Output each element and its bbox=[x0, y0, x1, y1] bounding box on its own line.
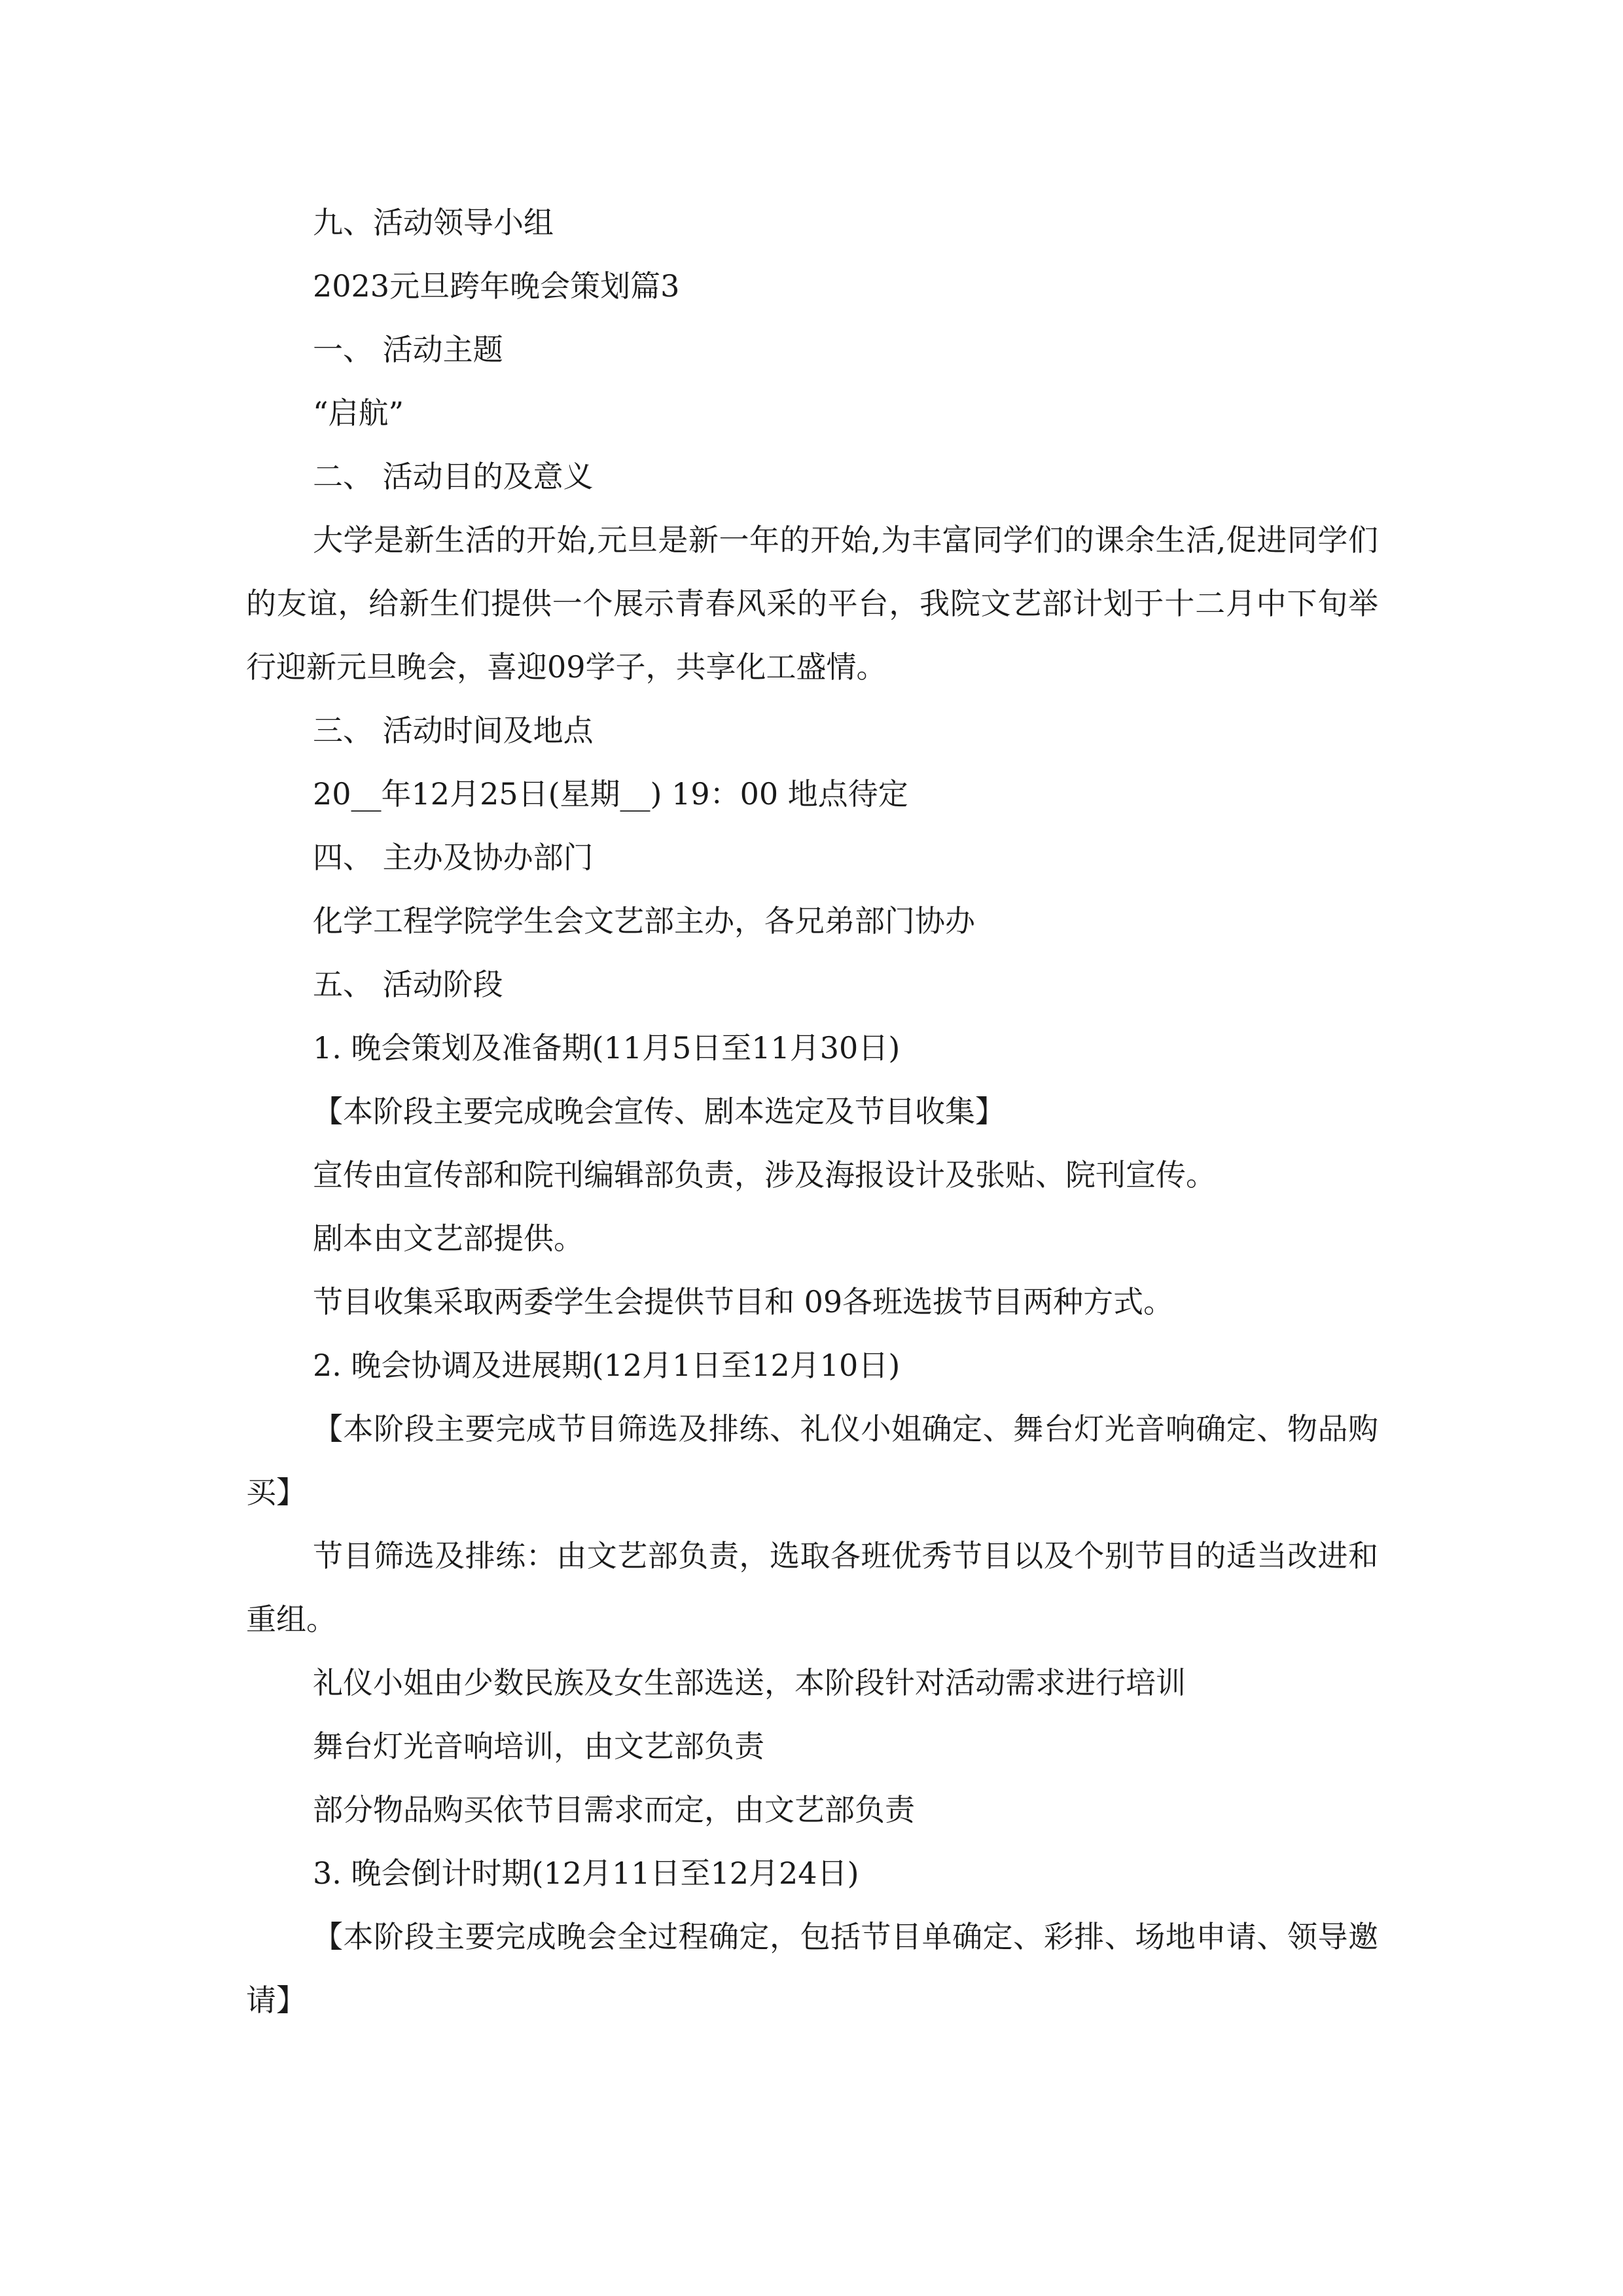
purpose-paragraph: 大学是新生活的开始,元旦是新一年的开始,为丰富同学们的课余生活,促进同学们的友谊，给新生们提供一个展示青春风采的平台，我院文艺部计划于十二月中下旬举行迎新元旦晚会，喜迎09学子，共享化工盛情。 bbox=[246, 522, 1378, 685]
section-heading-purpose: 二、 活动目的及意义 bbox=[313, 459, 594, 494]
stage-2-summary: 【本阶段主要完成节目筛选及排练、礼仪小姐确定、舞台灯光音响确定、物品购买】 bbox=[246, 1411, 1378, 1510]
stage-2-heading: 2. 晚会协调及进展期(12月1日至12月10日) bbox=[313, 1348, 901, 1383]
section-heading-organizers: 四、 主办及协办部门 bbox=[313, 840, 594, 875]
stage-1-summary: 【本阶段主要完成晚会宣传、剧本选定及节目收集】 bbox=[313, 1094, 1005, 1129]
stage-1-heading: 1. 晚会策划及准备期(11月5日至11月30日) bbox=[313, 1030, 901, 1066]
theme-text: “启航” bbox=[313, 395, 404, 431]
section-heading-stages: 五、 活动阶段 bbox=[313, 967, 503, 1002]
stage-2-rehearsal: 节目筛选及排练：由文艺部负责，选取各班优秀节目以及个别节目的适当改进和重组。 bbox=[246, 1538, 1378, 1637]
stage-2-etiquette: 礼仪小姐由少数民族及女生部选送，本阶段针对活动需求进行培训 bbox=[313, 1665, 1186, 1700]
section-heading-time-place: 三、 活动时间及地点 bbox=[313, 713, 594, 748]
section-heading-leadership: 九、活动领导小组 bbox=[313, 205, 554, 240]
section-heading-theme: 一、 活动主题 bbox=[313, 332, 503, 367]
stage-1-script: 剧本由文艺部提供。 bbox=[313, 1221, 584, 1256]
document-subtitle: 2023元旦跨年晚会策划篇3 bbox=[313, 268, 680, 304]
stage-3-summary: 【本阶段主要完成晚会全过程确定，包括节目单确定、彩排、场地申请、领导邀请】 bbox=[246, 1919, 1378, 2018]
stage-1-programs: 节目收集采取两委学生会提供节目和 09各班选拔节目两种方式。 bbox=[313, 1284, 1174, 1319]
document-body bbox=[246, 191, 1378, 2032]
stage-1-promotion: 宣传由宣传部和院刊编辑部负责，涉及海报设计及张贴、院刊宣传。 bbox=[313, 1157, 1216, 1193]
organizers-text: 化学工程学院学生会文艺部主办，各兄弟部门协办 bbox=[313, 903, 975, 939]
stage-3-heading: 3. 晚会倒计时期(12月11日至12月24日) bbox=[313, 1856, 859, 1891]
stage-2-lighting: 舞台灯光音响培训，由文艺部负责 bbox=[313, 1729, 764, 1764]
time-place-text: 20__年12月25日(星期__) 19：00 地点待定 bbox=[313, 776, 908, 812]
stage-2-purchase: 部分物品购买依节目需求而定，由文艺部负责 bbox=[313, 1792, 915, 1827]
